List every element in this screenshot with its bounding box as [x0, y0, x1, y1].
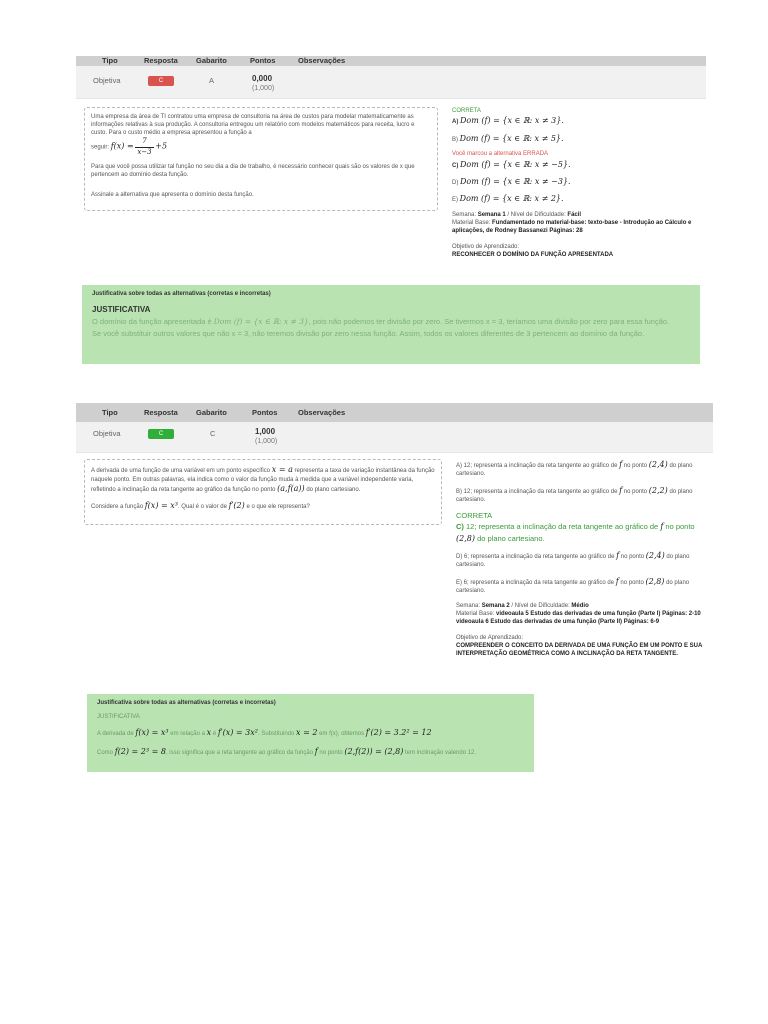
option-a[interactable] — [456, 459, 706, 479]
points-max: (1,000) — [255, 438, 278, 445]
just-math: x = 2 — [296, 728, 318, 737]
points-value: 1,000 — [255, 427, 276, 436]
table-header — [76, 403, 713, 422]
option-text: D) 6; representa a inclinação da reta tangente ao gráfico de — [456, 554, 615, 561]
question-paragraph-2: Para que você possa utilizar tal função no seu dia a dia de trabalho, é necessário conhecer quais são os valores de x que pertencem ao domínio desta função. — [91, 164, 415, 179]
material-label: Material Base: — [456, 610, 495, 617]
semana-value: Semana 1 — [477, 211, 506, 218]
question-intro-end: seguir: — [91, 144, 110, 151]
justification-heading: JUSTIFICATIVA — [97, 714, 140, 720]
option-text: no ponto — [623, 488, 648, 495]
header-resposta: Resposta — [144, 408, 178, 417]
just-text: A derivada de — [97, 731, 134, 737]
just-text: em f(x), obtemos — [319, 731, 365, 737]
function-fraction — [135, 137, 153, 157]
option-c[interactable] — [452, 159, 702, 170]
option-letter: B) — [452, 136, 458, 143]
option-text: no ponto — [665, 522, 695, 532]
question-text: . Qual é o valor de — [177, 503, 227, 510]
semana-label: Semana: — [452, 211, 477, 218]
math-point: (a,f(a)) — [277, 483, 305, 493]
option-d[interactable] — [452, 176, 702, 187]
option-letter: D) — [452, 179, 459, 186]
justification-heading: JUSTIFICATIVA — [92, 305, 151, 314]
option-letter: C) — [452, 162, 459, 169]
material-label: Material Base: — [452, 219, 491, 226]
option-text: do plano cartesiano. — [456, 554, 690, 569]
just-text: . Substituindo — [257, 731, 295, 737]
option-math: f — [660, 522, 664, 532]
wrong-mark-tag: Você marcou a alternativa ERRADA — [452, 151, 549, 158]
semana-value: Semana 2 — [481, 602, 510, 609]
just-text: tem inclinação valendo 12. — [405, 750, 477, 756]
option-text: E) 6; representa a inclinação da reta tangente ao gráfico de — [456, 579, 615, 586]
objetivo-value: COMPREENDER O CONCEITO DA DERIVADA DE UMA FUNÇÃO EM UM PONTO E SUA INTERPRETAÇÃO GEOMÉTRICA COMO A INCLINAÇÃO DA RETA TANGENTE. — [456, 643, 703, 658]
answer-badge: C — [148, 76, 174, 86]
justification-title: Justificativa sobre todas as alternativas (corretas e incorretas) — [92, 291, 271, 297]
option-b[interactable] — [456, 485, 706, 505]
option-text: no ponto — [620, 579, 644, 586]
header-observacoes: Observações — [298, 408, 346, 417]
option-e[interactable] — [456, 576, 706, 596]
just-math: f(x) = x³ — [135, 728, 169, 737]
justification-box — [82, 285, 700, 364]
question-text: A derivada de uma função de uma variável em um ponto específico — [91, 468, 271, 474]
objetivo-label: Objetivo de Aprendizado: — [456, 634, 524, 641]
result-row — [76, 66, 706, 99]
option-math: f — [615, 576, 619, 586]
objetivo-label: Objetivo de Aprendizado: — [452, 244, 520, 251]
option-math: (2,4) — [645, 551, 665, 561]
option-math: Dom (f) = {x ∈ ℝ: x ≠ −3}. — [460, 176, 571, 186]
nivel-value: Fácil — [567, 211, 582, 218]
question-text: representa a taxa de variação instantânea da função naquele ponto. Em outras palavras, ela indica como o valor da função muda à medida que a variável independente varia, refletindo a inclinação da reta tangente ao gráfico da função no ponto — [91, 468, 435, 493]
tipo-value: Objetiva — [93, 429, 121, 438]
option-math: f — [616, 551, 620, 561]
gabarito-value: A — [209, 76, 215, 85]
question-text: e o que ele representa? — [246, 503, 310, 510]
material-value: videoaula 5 Estudo das derivadas de uma função (Parte I) Páginas: 2-10 videoaula 6 Estudo das derivadas de uma função (Parte II) Páginas: 6-9 — [456, 610, 701, 625]
just-text: Como — [97, 750, 114, 756]
just-math: x — [206, 728, 212, 737]
nivel-label: / Nível de Dificuldade: — [505, 211, 566, 218]
header-pontos: Pontos — [250, 56, 276, 65]
nivel-value: Médio — [571, 602, 589, 609]
fraction-denominator: x−3 — [137, 147, 152, 156]
just-math: f — [314, 747, 318, 756]
option-math: Dom (f) = {x ∈ ℝ: x ≠ 3}. — [460, 116, 564, 126]
justification-line-2 — [97, 747, 524, 756]
question-text: do plano cartesiano. — [306, 486, 361, 493]
just-text: O domínio da função apresentada é — [92, 317, 212, 326]
points-max: (1,000) — [252, 85, 275, 92]
question-text-box — [84, 459, 442, 525]
just-text: , pois não podemos ter divisão por zero. Se tivermos x = 3, teríamos uma divisão por zero para essa função. — [308, 317, 670, 326]
just-text: , isso significa que a reta tangente ao gráfico da função — [165, 750, 314, 756]
gabarito-value: C — [210, 429, 216, 438]
options-list — [452, 107, 702, 259]
fraction-numerator: 7 — [135, 137, 153, 147]
option-text: B) 12; representa a inclinação da reta tangente ao gráfico de — [456, 488, 618, 495]
metadata — [456, 602, 706, 659]
header-observacoes: Observações — [298, 56, 346, 65]
correct-tag: CORRETA — [452, 108, 481, 114]
metadata — [452, 211, 702, 259]
header-tipo: Tipo — [102, 56, 118, 65]
header-gabarito: Gabarito — [196, 408, 227, 417]
option-math: (2,8) — [645, 576, 665, 586]
option-math: f — [619, 460, 623, 469]
math-function: f(x) = x³ — [144, 500, 178, 510]
header-resposta: Resposta — [144, 56, 178, 65]
objetivo-value: RECONHECER O DOMÍNIO DA FUNÇÃO APRESENTADA — [452, 252, 614, 259]
question-2-block — [76, 403, 713, 775]
just-math: f(2) = 2³ = 8 — [114, 747, 166, 756]
option-math: Dom (f) = {x ∈ ℝ: x ≠ 2}. — [459, 194, 564, 204]
just-math: (2,f(2)) = (2,8) — [344, 747, 404, 756]
option-letter: C) — [456, 522, 464, 532]
question-1-block — [76, 56, 706, 366]
option-letter: E) — [452, 197, 458, 204]
option-text: do plano cartesiano. — [456, 463, 693, 478]
just-math: Dom (f) = {x ∈ ℝ: x ≠ 3} — [213, 317, 309, 326]
justification-line-2: Se você substituir outros valores que não x = 3, não teremos divisão por zero nessa função. Assim, todos os valores diferentes de 3 pertencem ao domínio da função. — [92, 329, 645, 339]
option-math: f — [619, 485, 623, 495]
option-text: no ponto — [623, 463, 648, 469]
just-text: em relação a — [170, 731, 205, 737]
option-b[interactable] — [452, 133, 702, 144]
just-text: no ponto — [319, 750, 343, 756]
math-x-eq-a: x = a — [271, 465, 293, 474]
option-math: (2,2) — [648, 485, 668, 495]
function-lhs: f(x) = — [110, 141, 134, 151]
material-value: Fundamentado no material-base: texto-base - Introdução ao Cálculo e aplicações, de Rodney Bassanezi Páginas: 28 — [452, 219, 692, 234]
just-text: é — [212, 731, 217, 737]
header-tipo: Tipo — [102, 408, 118, 417]
points-value: 0,000 — [252, 74, 273, 83]
option-e[interactable] — [452, 193, 702, 204]
option-d[interactable] — [456, 550, 706, 570]
just-math: f′(2) = 3.2² = 12 — [365, 728, 432, 737]
question-text: Considere a função — [91, 503, 144, 510]
option-math: (2,8) — [456, 533, 475, 543]
option-math: Dom (f) = {x ∈ ℝ: x ≠ 5}. — [459, 133, 564, 143]
options-list — [456, 459, 706, 658]
question-text-box — [84, 107, 438, 211]
option-math: Dom (f) = {x ∈ ℝ: x ≠ −5}. — [460, 159, 571, 169]
justification-line-1 — [97, 728, 524, 737]
answer-badge: C — [148, 429, 174, 439]
header-pontos: Pontos — [252, 408, 278, 417]
semana-label: Semana: — [456, 602, 481, 609]
correct-tag: CORRETA — [456, 510, 493, 520]
question-instruction: Assinale a alternativa que apresenta o domínio desta função. — [91, 192, 254, 199]
justification-title: Justificativa sobre todas as alternativas (corretas e incorretas) — [97, 700, 276, 706]
question-intro: Uma empresa da área de TI contratou uma empresa de consultoria na área de custos para modelar matematicamente as informações relativas à sua produção. A consultoria entregou um relatório com modelos matemáticos para receita, lucro e custo. Para o custo médio a empresa apresentou a função a — [91, 114, 415, 137]
option-text: do plano cartesiano. — [456, 488, 693, 504]
tipo-value: Objetiva — [93, 76, 121, 85]
option-text: do plano cartesiano. — [456, 579, 690, 595]
option-text: no ponto — [620, 554, 645, 561]
option-text: 12; representa a inclinação da reta tangente ao gráfico de — [466, 522, 659, 532]
nivel-label: / Nível de Dificuldade: — [509, 602, 570, 609]
option-letter: A) — [452, 119, 459, 126]
justification-line-1 — [92, 317, 690, 327]
option-text: A) 12; representa a inclinação da reta tangente ao gráfico de — [456, 463, 618, 469]
just-math: f′(x) = 3x² — [217, 728, 258, 737]
table-header — [76, 56, 706, 66]
option-a[interactable] — [452, 115, 702, 126]
option-c[interactable] — [456, 521, 706, 544]
header-gabarito: Gabarito — [196, 56, 227, 65]
function-rhs: +5 — [155, 141, 168, 151]
result-row — [76, 422, 713, 453]
option-math: (2,4) — [648, 460, 668, 469]
math-derivative: f′(2) — [228, 500, 245, 510]
option-text: do plano cartesiano. — [477, 533, 545, 543]
justification-box — [87, 694, 534, 772]
